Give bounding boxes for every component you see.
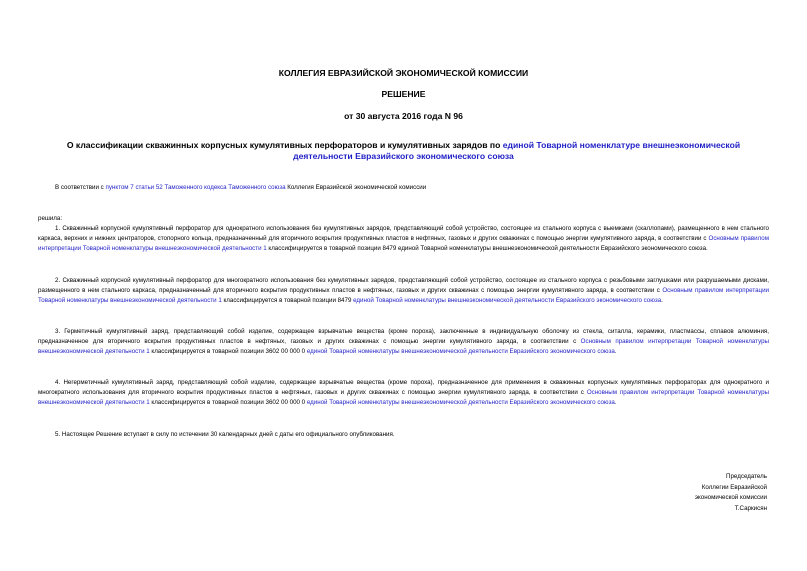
document-type-heading: РЕШЕНИЕ bbox=[381, 89, 426, 99]
item-3-rule-link[interactable]: Основным правилом интерпретации Товарной номенклатуры внешнеэкономической деятельности 1 bbox=[38, 338, 769, 356]
title-link[interactable]: единой Товарной номенклатуре внешнеэкономической деятельности Евразийского экономического союза bbox=[293, 140, 741, 162]
item-1-text: 1. Скважинный корпусной кумулятивный перфоратор для однократного использования без кумулятивных зарядов, представляющий собой устройство, состоящее из стального корпуса с выемками (скаллопами), размещенного в нем стального каркаса, верхних и нижних центраторов, стопорного кольца, предназначенный для вторичного вскрытия продуктивных пластов в нефтяных, газовых и других скважинах с помощью энергии кумулятивного заряда, в соответствии с bbox=[38, 225, 769, 243]
item-2-rule-link[interactable]: Основным правилом интерпретации Товарной номенклатуры внешнеэкономической деятельности 1 bbox=[38, 287, 769, 305]
item-4-text-end: . bbox=[614, 399, 617, 407]
signature-organization-2: экономической комиссии bbox=[694, 494, 767, 501]
paragraph-item-1 bbox=[38, 224, 769, 255]
item-4-nomenclature-link[interactable]: единой Товарной номенклатуры внешнеэкономической деятельности Евразийского экономического союза bbox=[306, 399, 615, 407]
organization-heading: КОЛЛЕГИЯ ЕВРАЗИЙСКОЙ ЭКОНОМИЧЕСКОЙ КОМИССИИ bbox=[278, 68, 529, 78]
preamble-paragraph bbox=[38, 183, 769, 193]
document-date: от 30 августа 2016 года N 96 bbox=[344, 111, 463, 121]
signature-name: Т.Саркисян bbox=[734, 504, 767, 512]
document-title bbox=[60, 140, 747, 163]
item-3-text-end: . bbox=[614, 348, 617, 356]
paragraph-item-2 bbox=[38, 276, 769, 307]
preamble-text-before: В соответствии с bbox=[55, 184, 106, 191]
item-1-classification-text: классифицируется в товарной позиции 8479 единой Товарной номенклатуры внешнеэкономической деятельности Евразийского экономического союза. bbox=[266, 245, 708, 253]
item-3-text: 3. Герметичный кумулятивный заряд, представляющий собой изделие, содержащее взрывчатые вещества (кроме пороха), заключенные в индивидуальную оболочку из стекла, ситалла, керамики, пластмассы, сплавов алюминия, предназначенное для вторичного вскрытия продуктивных пластов в нефтяных, газовых и других скважинах с помощью энергии кумулятивного заряда, в соответствии с bbox=[38, 328, 769, 346]
item-2-text: 2. Скважинный корпусной кумулятивный перфоратор для многократного использования без кумулятивных зарядов, представляющий собой устройство, состоящее из стального корпуса с резьбовыми заглушками или разрушаемыми дисками, размещенного в нем стального каркаса, предназначенный для вторичного вскрытия продуктивных пластов в нефтяных, газовых и других скважинах с помощью энергии кумулятивного заряда, в соответствии с bbox=[38, 277, 769, 295]
paragraph-item-3 bbox=[38, 327, 769, 358]
item-4-text: 4. Негерметичный кумулятивный заряд, представляющий собой изделие, содержащее взрывчатые вещества (кроме пороха), предназначенное для применения в скважинных корпусных кумулятивных перфораторах для однократного и многократного использования для вторичного вскрытия продуктивных пластов в нефтяных, газовых и других скважинах с помощью энергии кумулятивного заряда, в соответствии с bbox=[38, 379, 769, 397]
preamble-link[interactable]: пунктом 7 статьи 52 Таможенного кодекса Таможенного союза bbox=[105, 184, 286, 191]
decided-label: решила: bbox=[38, 215, 63, 222]
item-2-classification-text: классифицируется в товарной позиции 8479 bbox=[221, 297, 354, 305]
item-2-nomenclature-link[interactable]: единой Товарной номенклатуры внешнеэкономической деятельности Евразийского экономического союза bbox=[353, 297, 662, 305]
signature-organization: Коллегии Евразийской bbox=[701, 483, 767, 491]
preamble-text-after: Коллегия Евразийской экономической комиссии bbox=[285, 184, 427, 191]
title-text: О классификации скважинных корпусных кумулятивных перфораторов и кумулятивных зарядов по bbox=[66, 140, 503, 150]
paragraph-item-5: 5. Настоящее Решение вступает в силу по истечении 30 календарных дней с даты его официального опубликования. bbox=[55, 431, 395, 438]
item-4-classification-text: классифицируется в товарной позиции 3602 00 000 0 bbox=[149, 399, 307, 407]
signature-position: Председатель bbox=[726, 473, 767, 480]
item-1-rule-link[interactable]: Основным правилом интерпретации Товарной номенклатуры внешнеэкономической деятельности 1 bbox=[38, 235, 769, 253]
item-3-nomenclature-link[interactable]: единой Товарной номенклатуры внешнеэкономической деятельности Евразийского экономического союза bbox=[306, 348, 615, 356]
item-4-rule-link[interactable]: Основным правилом интерпретации Товарной номенклатуры внешнеэкономической деятельности 1 bbox=[38, 389, 769, 407]
item-3-classification-text: классифицируется в товарной позиции 3602 00 000 0 bbox=[149, 348, 307, 356]
item-2-text-end: . bbox=[661, 297, 663, 305]
paragraph-item-4 bbox=[38, 378, 769, 409]
signature-block bbox=[567, 472, 767, 514]
